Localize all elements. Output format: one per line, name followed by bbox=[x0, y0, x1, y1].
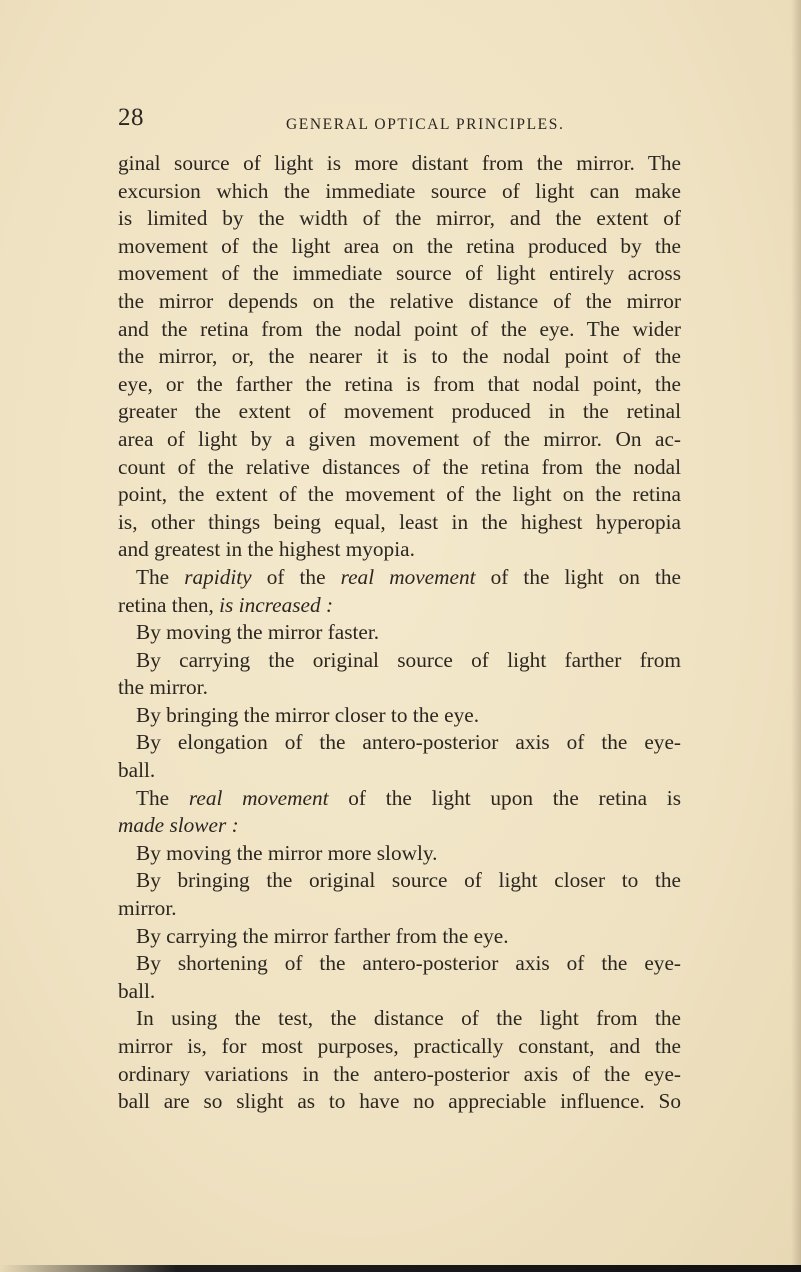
text-line: area of light by a given movement of the mirror. On ac- bbox=[118, 426, 681, 451]
text-line: count of the relative distances of the retina from the nodal bbox=[118, 454, 681, 479]
emphasis-real-movement: real movement bbox=[340, 564, 476, 589]
list-item: By carrying the original source of light farther from bbox=[136, 647, 681, 672]
text-line: is limited by the width of the mirror, and the extent of bbox=[118, 206, 681, 231]
emphasis-is-increased: is increased : bbox=[219, 592, 334, 617]
text-run: of the light on the bbox=[475, 564, 682, 589]
text-line: movement of the immediate source of light entirely across bbox=[118, 261, 681, 286]
paragraph-slower-line-2 bbox=[118, 812, 681, 840]
text-line: movement of the light area on the retina produced by the bbox=[118, 233, 681, 258]
text-line: excursion which the immediate source of light can make bbox=[118, 178, 681, 203]
list-item-continuation: ball. bbox=[118, 758, 156, 783]
list-item: By carrying the mirror farther from the eye. bbox=[136, 923, 509, 948]
text-line: point, the extent of the movement of the light on the retina bbox=[118, 482, 681, 507]
list-item-continuation: the mirror. bbox=[118, 675, 208, 700]
text-line: mirror is, for most purposes, practically constant, and the bbox=[118, 1034, 681, 1058]
paragraph-rapidity-line-2 bbox=[118, 592, 681, 620]
list-item: By moving the mirror faster. bbox=[136, 620, 380, 645]
text-line: In using the test, the distance of the light from the bbox=[136, 1006, 681, 1031]
text-line: ball are so slight as to have no appreciable influence. So bbox=[118, 1089, 681, 1114]
text-line: the mirror, or, the nearer it is to the nodal point of the bbox=[118, 344, 681, 369]
text-run: of the light upon the retina is bbox=[328, 785, 682, 810]
list-item-continuation: ball. bbox=[118, 978, 156, 1003]
body-text bbox=[118, 150, 681, 1116]
emphasis-rapidity: rapidity bbox=[184, 564, 252, 589]
text-line: greater the extent of movement produced in the retinal bbox=[118, 399, 681, 424]
text-run: The bbox=[136, 564, 185, 589]
text-run: The bbox=[136, 785, 189, 810]
list-item: By bringing the original source of light closer to the bbox=[136, 868, 681, 893]
text-line: ginal source of light is more distant from the mirror. The bbox=[118, 151, 681, 175]
paragraph-slower-line-1 bbox=[118, 785, 681, 813]
page-header bbox=[118, 104, 678, 138]
emphasis-made-slower: made slower : bbox=[118, 813, 239, 838]
paragraph-rapidity-line-1 bbox=[118, 564, 681, 592]
text-line: the mirror depends on the relative distance of the mirror bbox=[118, 288, 681, 313]
list-item: By shortening of the antero-posterior axis of the eye- bbox=[136, 951, 681, 976]
text-line: and the retina from the nodal point of the eye. The wider bbox=[118, 316, 681, 341]
text-line: eye, or the farther the retina is from that nodal point, the bbox=[118, 371, 681, 396]
page-edge-shadow bbox=[791, 0, 801, 1272]
scan-edge-bar bbox=[0, 1265, 801, 1272]
running-head: GENERAL OPTICAL PRINCIPLES. bbox=[286, 116, 565, 133]
emphasis-real-movement: real movement bbox=[188, 785, 329, 810]
list-item-continuation: mirror. bbox=[118, 896, 177, 921]
list-item: By moving the mirror more slowly. bbox=[136, 840, 438, 865]
text-line: is, other things being equal, least in the highest hyperopia bbox=[118, 509, 681, 534]
text-run: of the bbox=[251, 564, 341, 589]
text-run: retina then, bbox=[118, 592, 220, 617]
list-item: By elongation of the antero-posterior axis of the eye- bbox=[136, 730, 681, 755]
list-item: By bringing the mirror closer to the eye. bbox=[136, 702, 480, 727]
text-line: and greatest in the highest myopia. bbox=[118, 537, 415, 562]
page-number: 28 bbox=[118, 104, 144, 131]
text-line: ordinary variations in the antero-posterior axis of the eye- bbox=[118, 1061, 681, 1086]
